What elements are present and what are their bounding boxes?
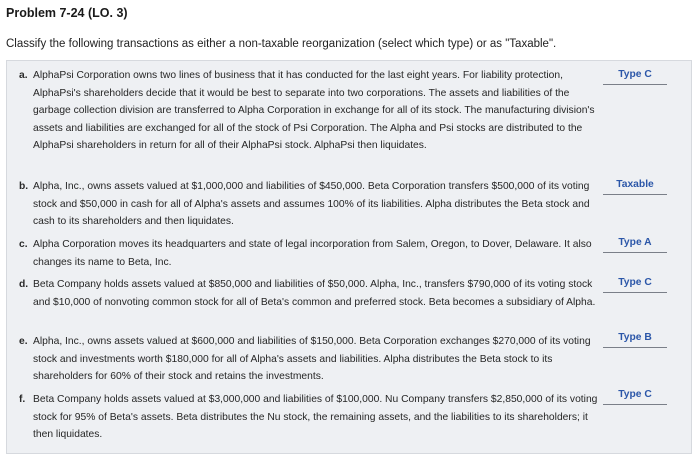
item-e xyxy=(19,333,609,386)
item-letter: d. xyxy=(19,279,29,290)
item-letter: e. xyxy=(19,336,28,347)
item-d xyxy=(19,276,609,311)
item-letter: a. xyxy=(19,70,28,81)
answer-select-c[interactable]: Type A xyxy=(603,236,667,253)
answer-select-b[interactable]: Taxable xyxy=(603,178,667,195)
instructions-text: Classify the following transactions as either a non-taxable reorganization (select which type) or as "Taxable". xyxy=(6,38,557,50)
item-b xyxy=(19,178,609,231)
item-text: Beta Company holds assets valued at $850,000 and liabilities of $50,000. Alpha, Inc., transfers $790,000 of its voting stock and $10,000 of nonvoting common stock for all of Beta's common and preferred stock. Beta becomes a subsidiary of Alpha. xyxy=(33,279,596,308)
item-text: Alpha Corporation moves its headquarters and state of legal incorporation from Salem, Oregon, to Dover, Delaware. It also changes its name to Beta, Inc. xyxy=(33,239,592,268)
answer-select-a[interactable]: Type C xyxy=(603,68,667,85)
item-text: Alpha, Inc., owns assets valued at $1,000,000 and liabilities of $450,000. Beta Corporation transfers $500,000 of its voting stock and $50,000 in cash for all of Alpha's assets and assumes 100% of its liabilities. Alpha distributes the Beta stock and cash to its shareholders and then liquidates. xyxy=(33,181,590,228)
item-a xyxy=(19,67,609,155)
item-text: Beta Company holds assets valued at $3,000,000 and liabilities of $100,000. Nu Company transfers $2,850,000 of its voting stock for 95% of Beta's assets. Beta distributes the Nu stock, the remaining assets, and the liabilities to its shareholders; it then liquidates. xyxy=(33,394,598,441)
item-letter: c. xyxy=(19,239,28,250)
answer-select-d[interactable]: Type C xyxy=(603,276,667,293)
answer-select-e[interactable]: Type B xyxy=(603,331,667,348)
item-letter: b. xyxy=(19,181,29,192)
item-letter: f. xyxy=(19,394,26,405)
problem-title: Problem 7-24 (LO. 3) xyxy=(6,6,128,20)
item-text: AlphaPsi Corporation owns two lines of business that it has conducted for the last eight years. For liability protection, AlphaPsi's shareholders decide that it would be best to separate into two corporations. The assets and liabilities of the garbage collection division are transferred to Alpha Corporation in exchange for all of its stock. The manufacturing division's assets and liabilities are exchanged for all of the stock of Psi Corporation. The Alpha and Psi stocks are distributed to the AlphaPsi shareholders in return for all of their AlphaPsi stock. AlphaPsi then liquidates. xyxy=(33,70,595,152)
transactions-panel xyxy=(6,60,692,454)
item-text: Alpha, Inc., owns assets valued at $600,000 and liabilities of $150,000. Beta Corporation exchanges $270,000 of its voting stock and investments worth $180,000 for all of Alpha's assets and liabilities. Alpha distributes the Beta stock to its shareholders for 60% of their stock and retains the investments. xyxy=(33,336,591,383)
item-c xyxy=(19,236,609,271)
answer-select-f[interactable]: Type C xyxy=(603,388,667,405)
item-f xyxy=(19,391,609,444)
